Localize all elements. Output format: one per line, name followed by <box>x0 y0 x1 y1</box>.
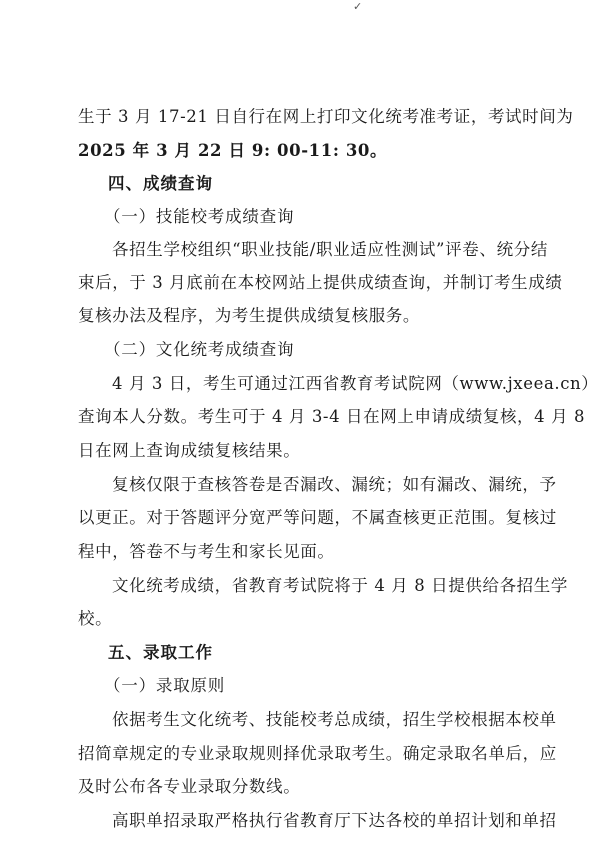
subsection-heading: （一）录取原则 <box>104 676 226 695</box>
paragraph-line: 高职单招录取严格执行省教育厅下达各校的单招计划和单招 <box>112 811 557 830</box>
paragraph-line: 2025 年 3 月 22 日 9: 00-11: 30。 <box>78 141 388 160</box>
paragraph-line: 复核仅限于查核答卷是否漏改、漏统；如有漏改、漏统，予 <box>112 475 557 494</box>
section-heading-4: 四、成绩查询 <box>108 174 213 193</box>
paragraph-line: 日在网上查询成绩复核结果。 <box>78 441 301 460</box>
paragraph-line: 束后，于 3 月底前在本校网站上提供成绩查询，并制订考生成绩 <box>78 273 563 292</box>
paragraph-line: 招简章规定的专业录取规则择优录取考生。确定录取名单后，应 <box>78 744 557 763</box>
paragraph-line: 查询本人分数。考生可于 4 月 3-4 日在网上申请成绩复核，4 月 8 <box>78 407 586 426</box>
paragraph-line: 程中，答卷不与考生和家长见面。 <box>78 542 335 561</box>
paragraph-line: 各招生学校组织“职业技能/职业适应性测试”评卷、统分结 <box>112 240 548 259</box>
paragraph-line: 复核办法及程序，为考生提供成绩复核服务。 <box>78 306 420 325</box>
subsection-heading: （一）技能校考成绩查询 <box>104 207 295 226</box>
paragraph-line: 生于 3 月 17-21 日自行在网上打印文化统考准考证，考试时间为 <box>78 107 574 126</box>
paragraph-line: 以更正。对于答题评分宽严等问题，不属查核更正范围。复核过 <box>78 508 557 527</box>
section-heading-5: 五、录取工作 <box>108 643 213 662</box>
paragraph-line: 依据考生文化统考、技能校考总成绩，招生学校根据本校单 <box>112 710 557 729</box>
corner-mark: ✓ <box>353 0 363 13</box>
paragraph-line: 文化统考成绩，省教育考试院将于 4 月 8 日提供给各招生学 <box>112 576 568 595</box>
paragraph-line: 校。 <box>78 609 113 628</box>
paragraph-line: 4 月 3 日，考生可通过江西省教育考试院网（www.jxeea.cn） <box>112 374 599 393</box>
paragraph-line: 及时公布各专业录取分数线。 <box>78 777 301 796</box>
subsection-heading: （二）文化统考成绩查询 <box>104 340 295 359</box>
